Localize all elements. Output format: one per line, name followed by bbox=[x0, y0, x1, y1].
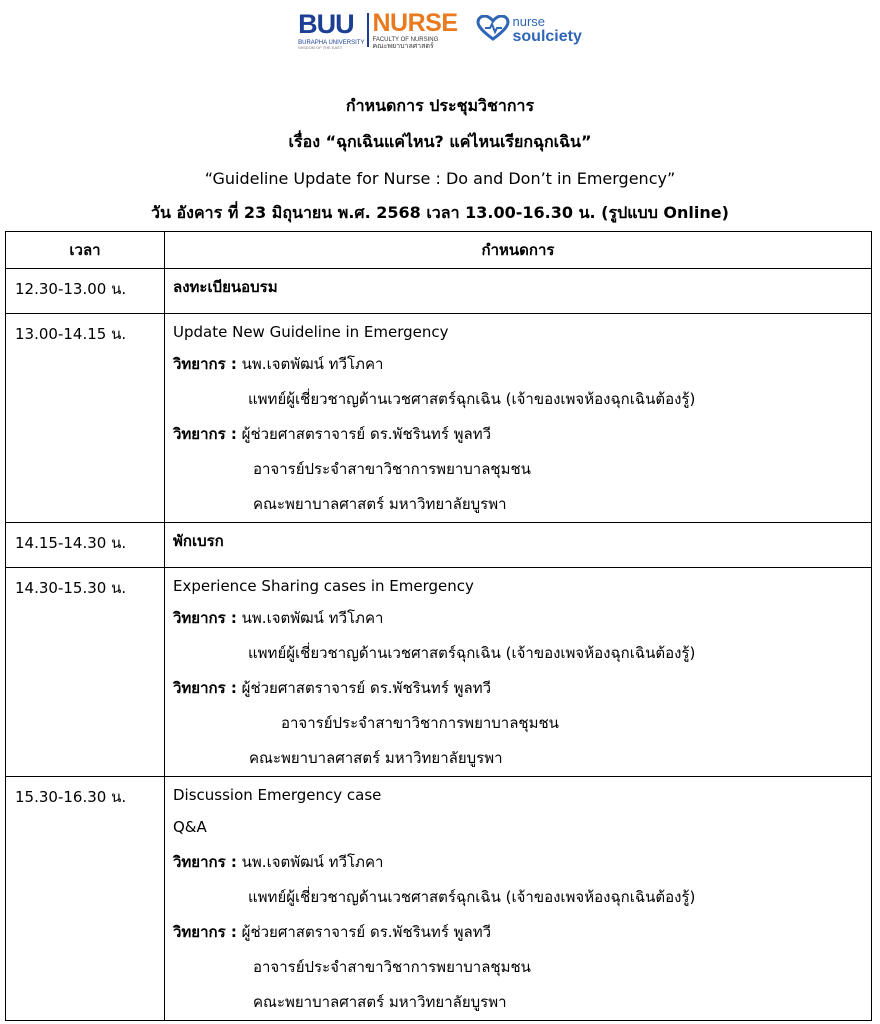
speaker-role: อาจารย์ประจำสาขาวิชาการพยาบาลชุมชน bbox=[253, 958, 531, 976]
speaker-label: วิทยากร : bbox=[173, 609, 237, 627]
agenda-title: Experience Sharing cases in Emergency bbox=[173, 577, 474, 595]
row-agenda bbox=[165, 269, 872, 314]
speaker-line bbox=[173, 915, 871, 950]
row-time: 15.30-16.30 น. bbox=[6, 777, 165, 1021]
row-agenda bbox=[165, 523, 872, 568]
speaker-role: อาจารย์ประจำสาขาวิชาการพยาบาลชุมชน bbox=[281, 714, 559, 732]
speaker-label: วิทยากร : bbox=[173, 679, 237, 697]
header-time: เวลา bbox=[6, 232, 165, 269]
speaker-role: อาจารย์ประจำสาขาวิชาการพยาบาลชุมชน bbox=[253, 460, 531, 478]
table-row bbox=[6, 568, 872, 777]
nurse-logo-subtitle: FACULTY OF NURSING bbox=[372, 36, 439, 43]
table-row bbox=[6, 523, 872, 568]
schedule-table bbox=[5, 231, 872, 1021]
soulciety-logo bbox=[476, 15, 582, 45]
event-date: วัน อังคาร ที่ 23 มิถุนายน พ.ศ. 2568 เวลา 13.00-16.30 น. (รูปแบบ Online) bbox=[151, 203, 729, 222]
agenda-subtitle: Q&A bbox=[173, 818, 207, 836]
row-agenda bbox=[165, 314, 872, 523]
speaker-line bbox=[173, 671, 871, 706]
agenda-title: พักเบรก bbox=[173, 532, 224, 550]
speaker-role: แพทย์ผู้เชี่ยวชาญด้านเวชศาสตร์ฉุกเฉิน (เจ้าของเพจห้องฉุกเฉินต้องรู้) bbox=[248, 644, 696, 662]
buu-logo-text: BUU bbox=[298, 8, 354, 39]
soulciety-line2: soulciety bbox=[512, 27, 582, 45]
speaker-role: แพทย์ผู้เชี่ยวชาญด้านเวชศาสตร์ฉุกเฉิน (เจ้าของเพจห้องฉุกเฉินต้องรู้) bbox=[248, 888, 696, 906]
agenda-title: ลงทะเบียนอบรม bbox=[173, 278, 278, 296]
speaker-line bbox=[173, 845, 871, 880]
nurse-logo-text: NURSE bbox=[372, 8, 458, 37]
soulciety-line1: nurse bbox=[512, 14, 546, 30]
event-english-title: “Guideline Update for Nurse : Do and Don’t in Emergency” bbox=[204, 169, 676, 188]
speaker-name: ผู้ช่วยศาสตราจารย์ ดร.พัชรินทร์ พูลทวี bbox=[236, 679, 492, 697]
speaker-name: นพ.เจตพัฒน์ ทวีโภคา bbox=[236, 355, 384, 373]
table-row bbox=[6, 269, 872, 314]
table-header-row bbox=[6, 232, 872, 269]
row-agenda bbox=[165, 568, 872, 777]
table-row bbox=[6, 777, 872, 1021]
buu-logo-subtitle: BURAPHA UNIVERSITY bbox=[298, 39, 365, 46]
speaker-label: วิทยากร : bbox=[173, 355, 237, 373]
speaker-name: นพ.เจตพัฒน์ ทวีโภคา bbox=[236, 853, 384, 871]
row-time: 14.15-14.30 น. bbox=[6, 523, 165, 568]
nurse-logo bbox=[372, 8, 458, 50]
speaker-label: วิทยากร : bbox=[173, 853, 237, 871]
speaker-org: คณะพยาบาลศาสตร์ มหาวิทยาลัยบูรพา bbox=[253, 495, 507, 513]
row-time: 12.30-13.00 น. bbox=[6, 269, 165, 314]
logo-bar bbox=[0, 8, 880, 52]
speaker-role: แพทย์ผู้เชี่ยวชาญด้านเวชศาสตร์ฉุกเฉิน (เจ้าของเพจห้องฉุกเฉินต้องรู้) bbox=[248, 390, 696, 408]
speaker-org: คณะพยาบาลศาสตร์ มหาวิทยาลัยบูรพา bbox=[253, 993, 507, 1011]
speaker-label: วิทยากร : bbox=[173, 923, 237, 941]
speaker-line bbox=[173, 417, 871, 452]
agenda-title: Update New Guideline in Emergency bbox=[173, 323, 449, 341]
row-agenda bbox=[165, 777, 872, 1021]
speaker-label: วิทยากร : bbox=[173, 425, 237, 443]
speaker-org: คณะพยาบาลศาสตร์ มหาวิทยาลัยบูรพา bbox=[249, 749, 503, 767]
row-time: 14.30-15.30 น. bbox=[6, 568, 165, 777]
document-title: กำหนดการ ประชุมวิชาการ bbox=[345, 96, 535, 115]
speaker-name: ผู้ช่วยศาสตราจารย์ ดร.พัชรินทร์ พูลทวี bbox=[236, 425, 492, 443]
speaker-name: ผู้ช่วยศาสตราจารย์ ดร.พัชรินทร์ พูลทวี bbox=[236, 923, 492, 941]
speaker-line bbox=[173, 601, 871, 636]
speaker-line bbox=[173, 347, 871, 382]
header-agenda: กำหนดการ bbox=[165, 232, 872, 269]
buu-logo-motto: WISDOM OF THE EAST bbox=[298, 44, 343, 50]
speaker-name: นพ.เจตพัฒน์ ทวีโภคา bbox=[236, 609, 384, 627]
heart-icon bbox=[476, 15, 510, 45]
table-row bbox=[6, 314, 872, 523]
nurse-logo-thai: คณะพยาบาลศาสตร์ bbox=[372, 41, 434, 50]
row-time: 13.00-14.15 น. bbox=[6, 314, 165, 523]
agenda-title: Discussion Emergency case bbox=[173, 786, 382, 804]
logo-divider bbox=[367, 13, 369, 47]
event-topic: เรื่อง “ฉุกเฉินแค่ไหน? แค่ไหนเรียกฉุกเฉิน” bbox=[288, 132, 592, 151]
buu-logo bbox=[298, 8, 458, 50]
